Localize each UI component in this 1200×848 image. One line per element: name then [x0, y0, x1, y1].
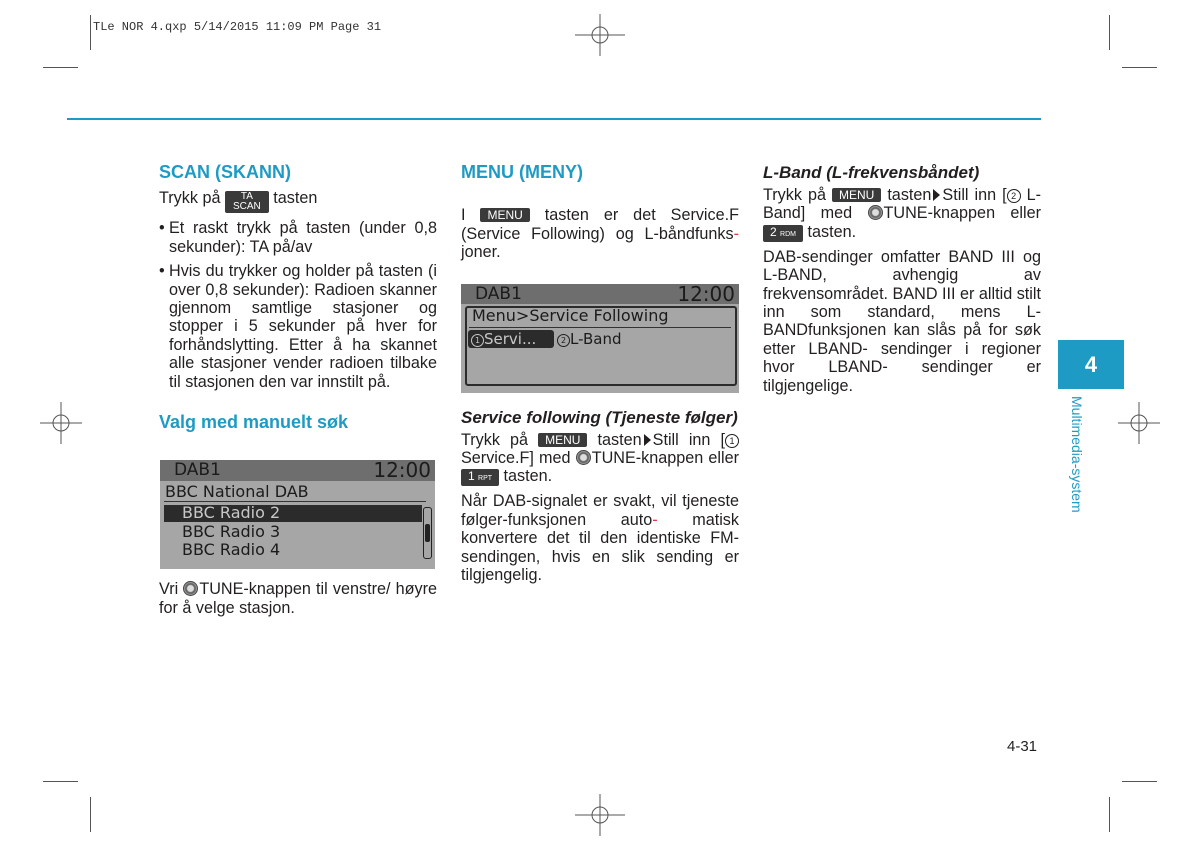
print-slug: TLe NOR 4.qxp 5/14/2015 11:09 PM Page 31 — [93, 20, 382, 34]
menu-key-icon: MENU — [538, 433, 587, 447]
circled-number: 1 — [725, 434, 739, 448]
service-paragraph: Trykk på MENU tasten Still inn [ 1 Service.F] med TUNE-knappen eller 1 RPT tasten. — [461, 430, 740, 486]
lcd-option: L-Band — [570, 330, 622, 348]
lcd-station: BBC Radio 2 — [182, 503, 281, 522]
page-number: 4-31 — [1007, 738, 1038, 755]
menu-key-icon: MENU — [480, 208, 529, 222]
menu-key-icon: MENU — [832, 188, 881, 202]
arrow-right-icon — [933, 189, 940, 201]
lcd-menu: DAB1 12:00 Menu>Service Following 1 Servi... 2 L-Band — [461, 284, 739, 393]
ta-scan-key-icon: TA SCAN — [225, 191, 269, 213]
lcd-option: Servi... — [484, 330, 537, 348]
weak-signal-paragraph: Når DAB-signalet er svakt, vil tjeneste følger-funksjonen auto- matisk konvertere det til den identiske FM-sendingen, hvis en slik sending er tilgjengelig. — [461, 492, 739, 585]
preset-1-key-icon: 1 RPT — [461, 469, 499, 486]
dab-band-paragraph: DAB-sendinger omfatter BAND III og L-BAND, avhengig av frekvensområdet. BAND III er alltid stilt inn som standard, mens L-BANDfunksjonen kan slås på for søk etter LBAND- sendinger i regioner hvor LBAND- sendinger er tilgjengelige. — [763, 247, 1041, 395]
tune-knob-icon — [868, 205, 883, 220]
section-heading-scan: SCAN (SKANN) — [159, 162, 291, 182]
registration-mark-right — [1118, 402, 1160, 444]
header-rule — [67, 118, 1041, 120]
lcd-scrollbar — [423, 507, 432, 559]
subheading-lband: L-Band (L-frekvensbåndet) — [763, 163, 980, 182]
lband-paragraph: Trykk på MENU tasten Still inn [ 2 L-Band] med TUNE-knappen eller 2 RDM tasten. — [763, 186, 1042, 241]
tune-knob-icon — [576, 450, 591, 465]
lcd-station: BBC Radio 4 — [182, 540, 281, 559]
column-lband — [763, 163, 1041, 401]
scan-bullets — [159, 219, 437, 391]
lcd-time: 12:00 — [373, 460, 431, 482]
lcd-time: 12:00 — [677, 284, 735, 306]
subheading-service-following: Service following (Tjeneste følger) — [461, 407, 738, 427]
registration-mark-top — [575, 14, 625, 56]
registration-mark-bottom — [575, 794, 625, 836]
lcd-band: DAB1 — [174, 460, 221, 480]
lcd-band: DAB1 — [475, 284, 522, 304]
chapter-label: Multimedia-system — [1069, 396, 1085, 513]
registration-mark-left — [40, 402, 82, 444]
section-heading-manual: Valg med manuelt søk — [159, 412, 349, 433]
circled-number: 2 — [1007, 189, 1021, 203]
preset-2-key-icon: 2 RDM — [763, 225, 803, 242]
lcd-menu-line: Menu>Service Following — [472, 306, 669, 325]
menu-paragraph: I MENU tasten er det Service.F (Service Following) og L-båndfunks- joner. — [461, 206, 740, 262]
tune-knob-icon — [183, 581, 198, 596]
lcd-station-list — [160, 460, 435, 569]
tune-paragraph: Vri TUNE-knappen til venstre/ høyre for å velge stasjon. — [159, 580, 437, 617]
arrow-right-icon — [644, 434, 651, 446]
chapter-tab: 4 — [1058, 340, 1124, 389]
lcd-station: BBC Radio 3 — [182, 522, 281, 541]
list-item: • Hvis du trykker og holder på tasten (i over 0,8 sekunder): Radioen skanner gjennom samtlige stasjoner og stopper i 5 sekunder på hver for forhåndslytting. Etter å ha skannet alle stasjoner vender radioen tilbake til stasjonen den var innstilt på. — [159, 262, 437, 391]
lcd-ensemble: BBC National DAB — [165, 482, 309, 501]
section-heading-menu: MENU (MENY) — [461, 162, 583, 182]
scan-press-line: Trykk på TA SCAN tasten — [159, 189, 318, 213]
list-item: • Et raskt trykk på tasten (under 0,8 sekunder): TA på/av — [159, 219, 437, 256]
